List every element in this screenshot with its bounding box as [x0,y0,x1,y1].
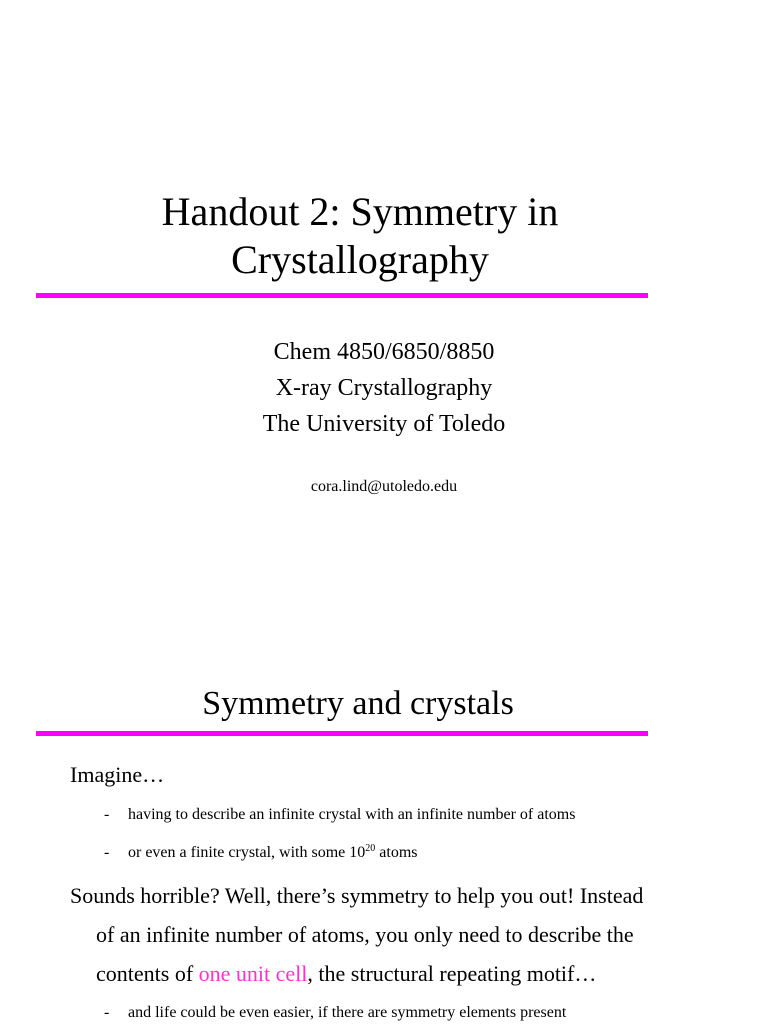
bullet-text-end: atoms [375,844,418,861]
contact-email: cora.lind@utoledo.edu [310,478,458,495]
bullet-item [104,1002,724,1024]
intro-text: Imagine… [70,762,165,787]
title-divider [36,293,648,298]
bullet-item [104,842,724,864]
paragraph-line: of an infinite number of atoms, you only need to describe the [96,922,634,947]
bullet-dash: - [104,844,110,861]
paragraph-line [70,954,710,993]
handout-title [0,188,720,284]
explanation-paragraph [70,876,710,993]
bullet-dash: - [104,1004,110,1021]
course-name: X-ray Crystallography [275,375,493,401]
section-title: Symmetry and crystals [202,685,514,722]
section-divider [36,731,648,736]
course-info [0,334,768,442]
paragraph-line: Sounds horrible? Well, there’s symmetry to help you out! Instead [70,883,644,908]
exponent: 20 [365,843,376,854]
unit-cell-highlight: one unit cell [198,961,308,986]
course-number: Chem 4850/6850/8850 [273,339,495,365]
bullet-text: and life could be even easier, if there are symmetry elements present [128,1004,567,1021]
bullet-text: or even a finite crystal, with some 10 [128,844,366,861]
slide-symmetry-and-crystals [0,640,768,1024]
handout-title-line2: Crystallography [231,237,489,282]
paragraph-text: , the structural repeating motif… [307,961,597,986]
bullet-item [104,804,724,826]
handout-title-line1: Handout 2: Symmetry in [161,189,559,234]
paragraph-text: contents of [96,961,199,986]
bullet-text: having to describe an infinite crystal with an infinite number of atoms [128,806,576,823]
institution: The University of Toledo [262,411,506,437]
bullet-dash: - [104,806,110,823]
